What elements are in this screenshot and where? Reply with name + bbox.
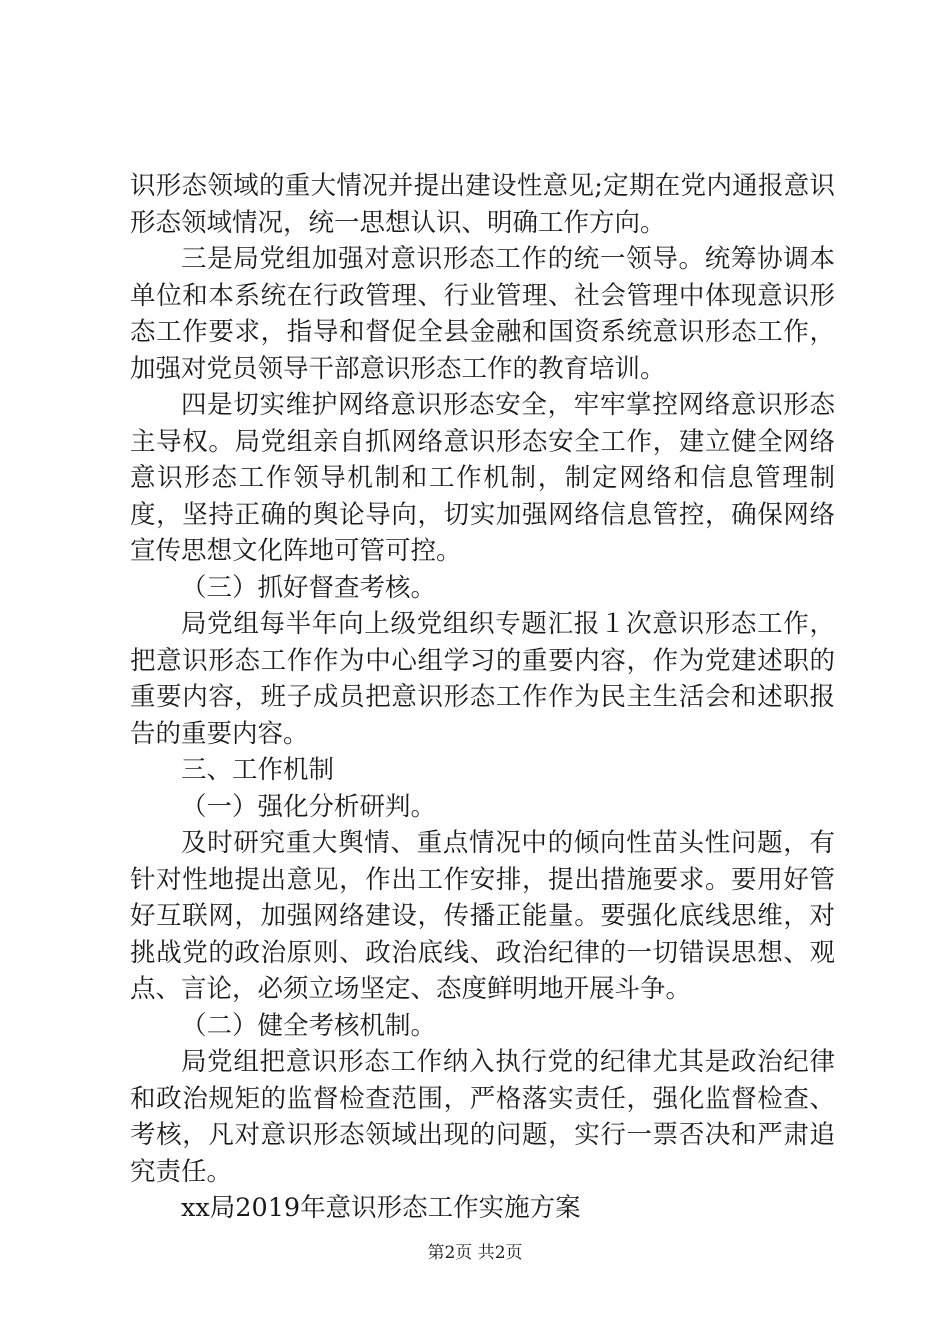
page-footer: 第2页 共2页	[427, 1243, 523, 1263]
section-heading-analysis: （一）强化分析研判。	[181, 791, 437, 822]
paragraph-8: 及时研究重大舆情、重点情况中的倾向性苗头性问题，有针对性地提出意见，作出工作安排，提出措施要求。要用好管好互联网，加强网络建设，传播正能量。要强化底线思维，对挑战党的政治原则、政治底线、政治纪律的一切错误思想、观点、言论，必须立场坚定、态度鲜明地开展斗争。	[130, 828, 835, 1004]
section-heading-supervision: （三）抓好督查考核。	[181, 572, 437, 603]
document-body	[130, 168, 835, 1227]
paragraph-1: 识形态领域的重大情况并提出建设性意见;定期在党内通报意识形态领域情况，统一思想认识、明确工作方向。	[130, 171, 835, 238]
paragraph-5: 局党组每半年向上级党组织专题汇报１次意识形态工作，把意识形态工作作为中心组学习的重要内容，作为党建述职的重要内容，班子成员把意识形态工作作为民主生活会和述职报告的重要内容。	[130, 609, 835, 749]
section-heading-mechanism: 三、工作机制	[181, 755, 335, 785]
document-title-line: xx局2019年意识形态工作实施方案	[181, 1193, 581, 1223]
section-heading-assessment: （二）健全考核机制。	[181, 1010, 437, 1041]
paragraph-2: 三是局党组加强对意识形态工作的统一领导。统筹协调本单位和本系统在行政管理、行业管理、社会管理中体现意识形态工作要求，指导和督促全县金融和国资系统意识形态工作，加强对党员领导干部意识形态工作的教育培训。	[130, 244, 835, 384]
paragraph-3: 四是切实维护网络意识形态安全，牢牢掌控网络意识形态主导权。局党组亲自抓网络意识形态安全工作，建立健全网络意识形态工作领导机制和工作机制，制定网络和信息管理制度，坚持正确的舆论导向，切实加强网络信息管控，确保网络宣传思想文化阵地可管可控。	[130, 390, 835, 566]
paragraph-10: 局党组把意识形态工作纳入执行党的纪律尤其是政治纪律和政治规矩的监督检查范围，严格落实责任，强化监督检查、考核，凡对意识形态领域出现的问题，实行一票否决和严肃追究责任。	[130, 1047, 835, 1187]
